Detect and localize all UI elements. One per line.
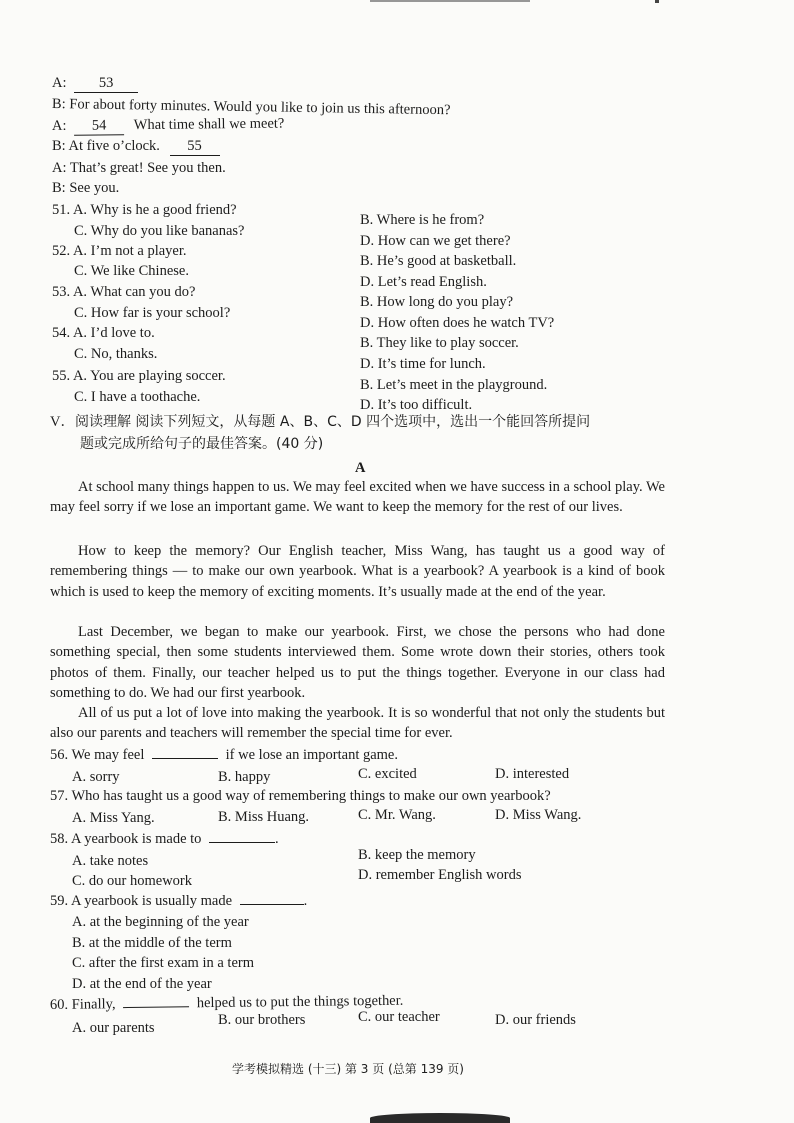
q60-option-d: D. our friends	[495, 1012, 576, 1028]
q60-option-c: C. our teacher	[358, 1009, 440, 1025]
q60-blank	[123, 1006, 189, 1008]
q56-blank	[152, 758, 218, 759]
q60-option-a: A. our parents	[72, 1020, 155, 1036]
q58-option-a: A. take notes	[72, 853, 149, 869]
q52-option-b: B. He’s good at basketball.	[360, 253, 517, 269]
section-5-instruction: 题或完成所给句子的最佳答案。(40 分)	[80, 436, 324, 452]
q58-option-c: C. do our homework	[72, 873, 193, 889]
passage-title: A	[355, 460, 366, 476]
q57-option-b: B. Miss Huang.	[218, 809, 310, 825]
q59-option-c: C. after the first exam in a term	[72, 955, 254, 971]
scan-top-edge	[370, 0, 530, 2]
dialogue-line-a3: A: That’s great! See you then.	[52, 160, 226, 176]
dialogue-line-b1: B: For about forty minutes. Would you like to join us this afternoon?	[51, 96, 451, 119]
q57-option-c: C. Mr. Wang.	[358, 807, 436, 823]
scan-mark	[655, 0, 659, 3]
q51-option-b: B. Where is he from?	[360, 212, 485, 228]
q60-option-b: B. our brothers	[218, 1012, 306, 1028]
passage-paragraph-2: How to keep the memory? Our English teacher, Miss Wang, has taught us a good way of remembering things — to make our own yearbook. What is a yearbook? A yearbook is a kind of book which is used to keep the memory of exciting moments. It’s usually made at the end of the year.	[50, 543, 665, 600]
q56-option-d: D. interested	[495, 766, 570, 782]
q53-option-a: 53. A. What can you do?	[52, 284, 196, 300]
q54-option-d: D. It’s time for lunch.	[360, 356, 486, 372]
passage-paragraph-1: At school many things happen to us. We may feel excited when we have success in a school play. We may feel sorry if we lose an important game. We want to keep the memory for the rest of our lives.	[50, 479, 665, 516]
q59-option-a: A. at the beginning of the year	[72, 914, 249, 930]
page-footer: 学考模拟精选 (十三) 第 3 页 (总第 139 页)	[232, 1062, 464, 1076]
q55-option-c: C. I have a toothache.	[74, 389, 201, 405]
q57-option-d: D. Miss Wang.	[495, 807, 582, 823]
q54-option-c: C. No, thanks.	[74, 346, 158, 362]
q58-blank	[209, 842, 275, 843]
dialogue-line-b2: B: At five o’clock. 55	[52, 137, 220, 156]
q59-option-d: D. at the end of the year	[72, 976, 212, 992]
passage-paragraph-4: All of us put a lot of love into making the yearbook. It is so wonderful that not only the students but also our parents and teachers will remember the special time for ever.	[50, 705, 665, 742]
q55-option-a: 55. A. You are playing soccer.	[52, 368, 226, 384]
q55-option-b: B. Let’s meet in the playground.	[360, 377, 548, 393]
passage-paragraph-3: Last December, we began to make our yearbook. First, we chose the persons who had done something special, then some students interviewed them. Some wrote down their stories, others took photos of them. Finally, our teacher helped us to put the things together. Everyone in our class had something to do. We had our first yearbook.	[50, 624, 665, 701]
blank-53: 53	[74, 74, 138, 93]
q51-option-c: C. Why do you like bananas?	[74, 223, 245, 239]
q57-option-a: A. Miss Yang.	[72, 810, 155, 826]
scan-bottom-edge	[370, 1113, 510, 1123]
q59-blank	[240, 904, 304, 905]
q56-option-b: B. happy	[218, 769, 271, 785]
q59-option-b: B. at the middle of the term	[72, 935, 232, 951]
q51-option-a: 51. A. Why is he a good friend?	[52, 202, 237, 218]
q54-option-b: B. They like to play soccer.	[360, 335, 519, 351]
dialogue-line-b3: B: See you.	[52, 180, 120, 196]
section-5-heading: V．阅读理解 阅读下列短文，从每题 A、B、C、D 四个选项中，选出一个能回答所提问	[50, 414, 591, 430]
q52-option-c: C. We like Chinese.	[74, 263, 189, 279]
dialogue-line-a53: A: 53	[52, 74, 138, 93]
q57-stem: 57. Who has taught us a good way of remembering things to make our own yearbook?	[50, 788, 551, 804]
q58-option-b: B. keep the memory	[358, 847, 476, 863]
dialogue-line-a54: A: 54 What time shall we meet?	[51, 115, 285, 134]
q53-option-d: D. How often does he watch TV?	[360, 315, 555, 331]
q58-option-d: D. remember English words	[358, 867, 522, 883]
q53-option-b: B. How long do you play?	[360, 294, 514, 310]
q56-option-a: A. sorry	[72, 769, 120, 785]
q51-option-d: D. How can we get there?	[360, 233, 511, 249]
q56-stem: 56. We may feel if we lose an important game.	[50, 747, 398, 763]
q54-option-a: 54. A. I’d love to.	[52, 325, 155, 341]
q59-stem: 59. A yearbook is usually made .	[50, 893, 308, 909]
q55-option-d: D. It’s too difficult.	[360, 397, 473, 413]
q56-option-c: C. excited	[358, 766, 417, 782]
q52-option-d: D. Let’s read English.	[360, 274, 487, 290]
q53-option-c: C. How far is your school?	[74, 305, 231, 321]
blank-54: 54	[74, 116, 124, 136]
q58-stem: 58. A yearbook is made to .	[50, 831, 279, 847]
blank-55: 55	[170, 137, 220, 156]
q60-stem: 60. Finally, helped us to put the things together.	[49, 992, 404, 1013]
q52-option-a: 52. A. I’m not a player.	[52, 243, 187, 259]
